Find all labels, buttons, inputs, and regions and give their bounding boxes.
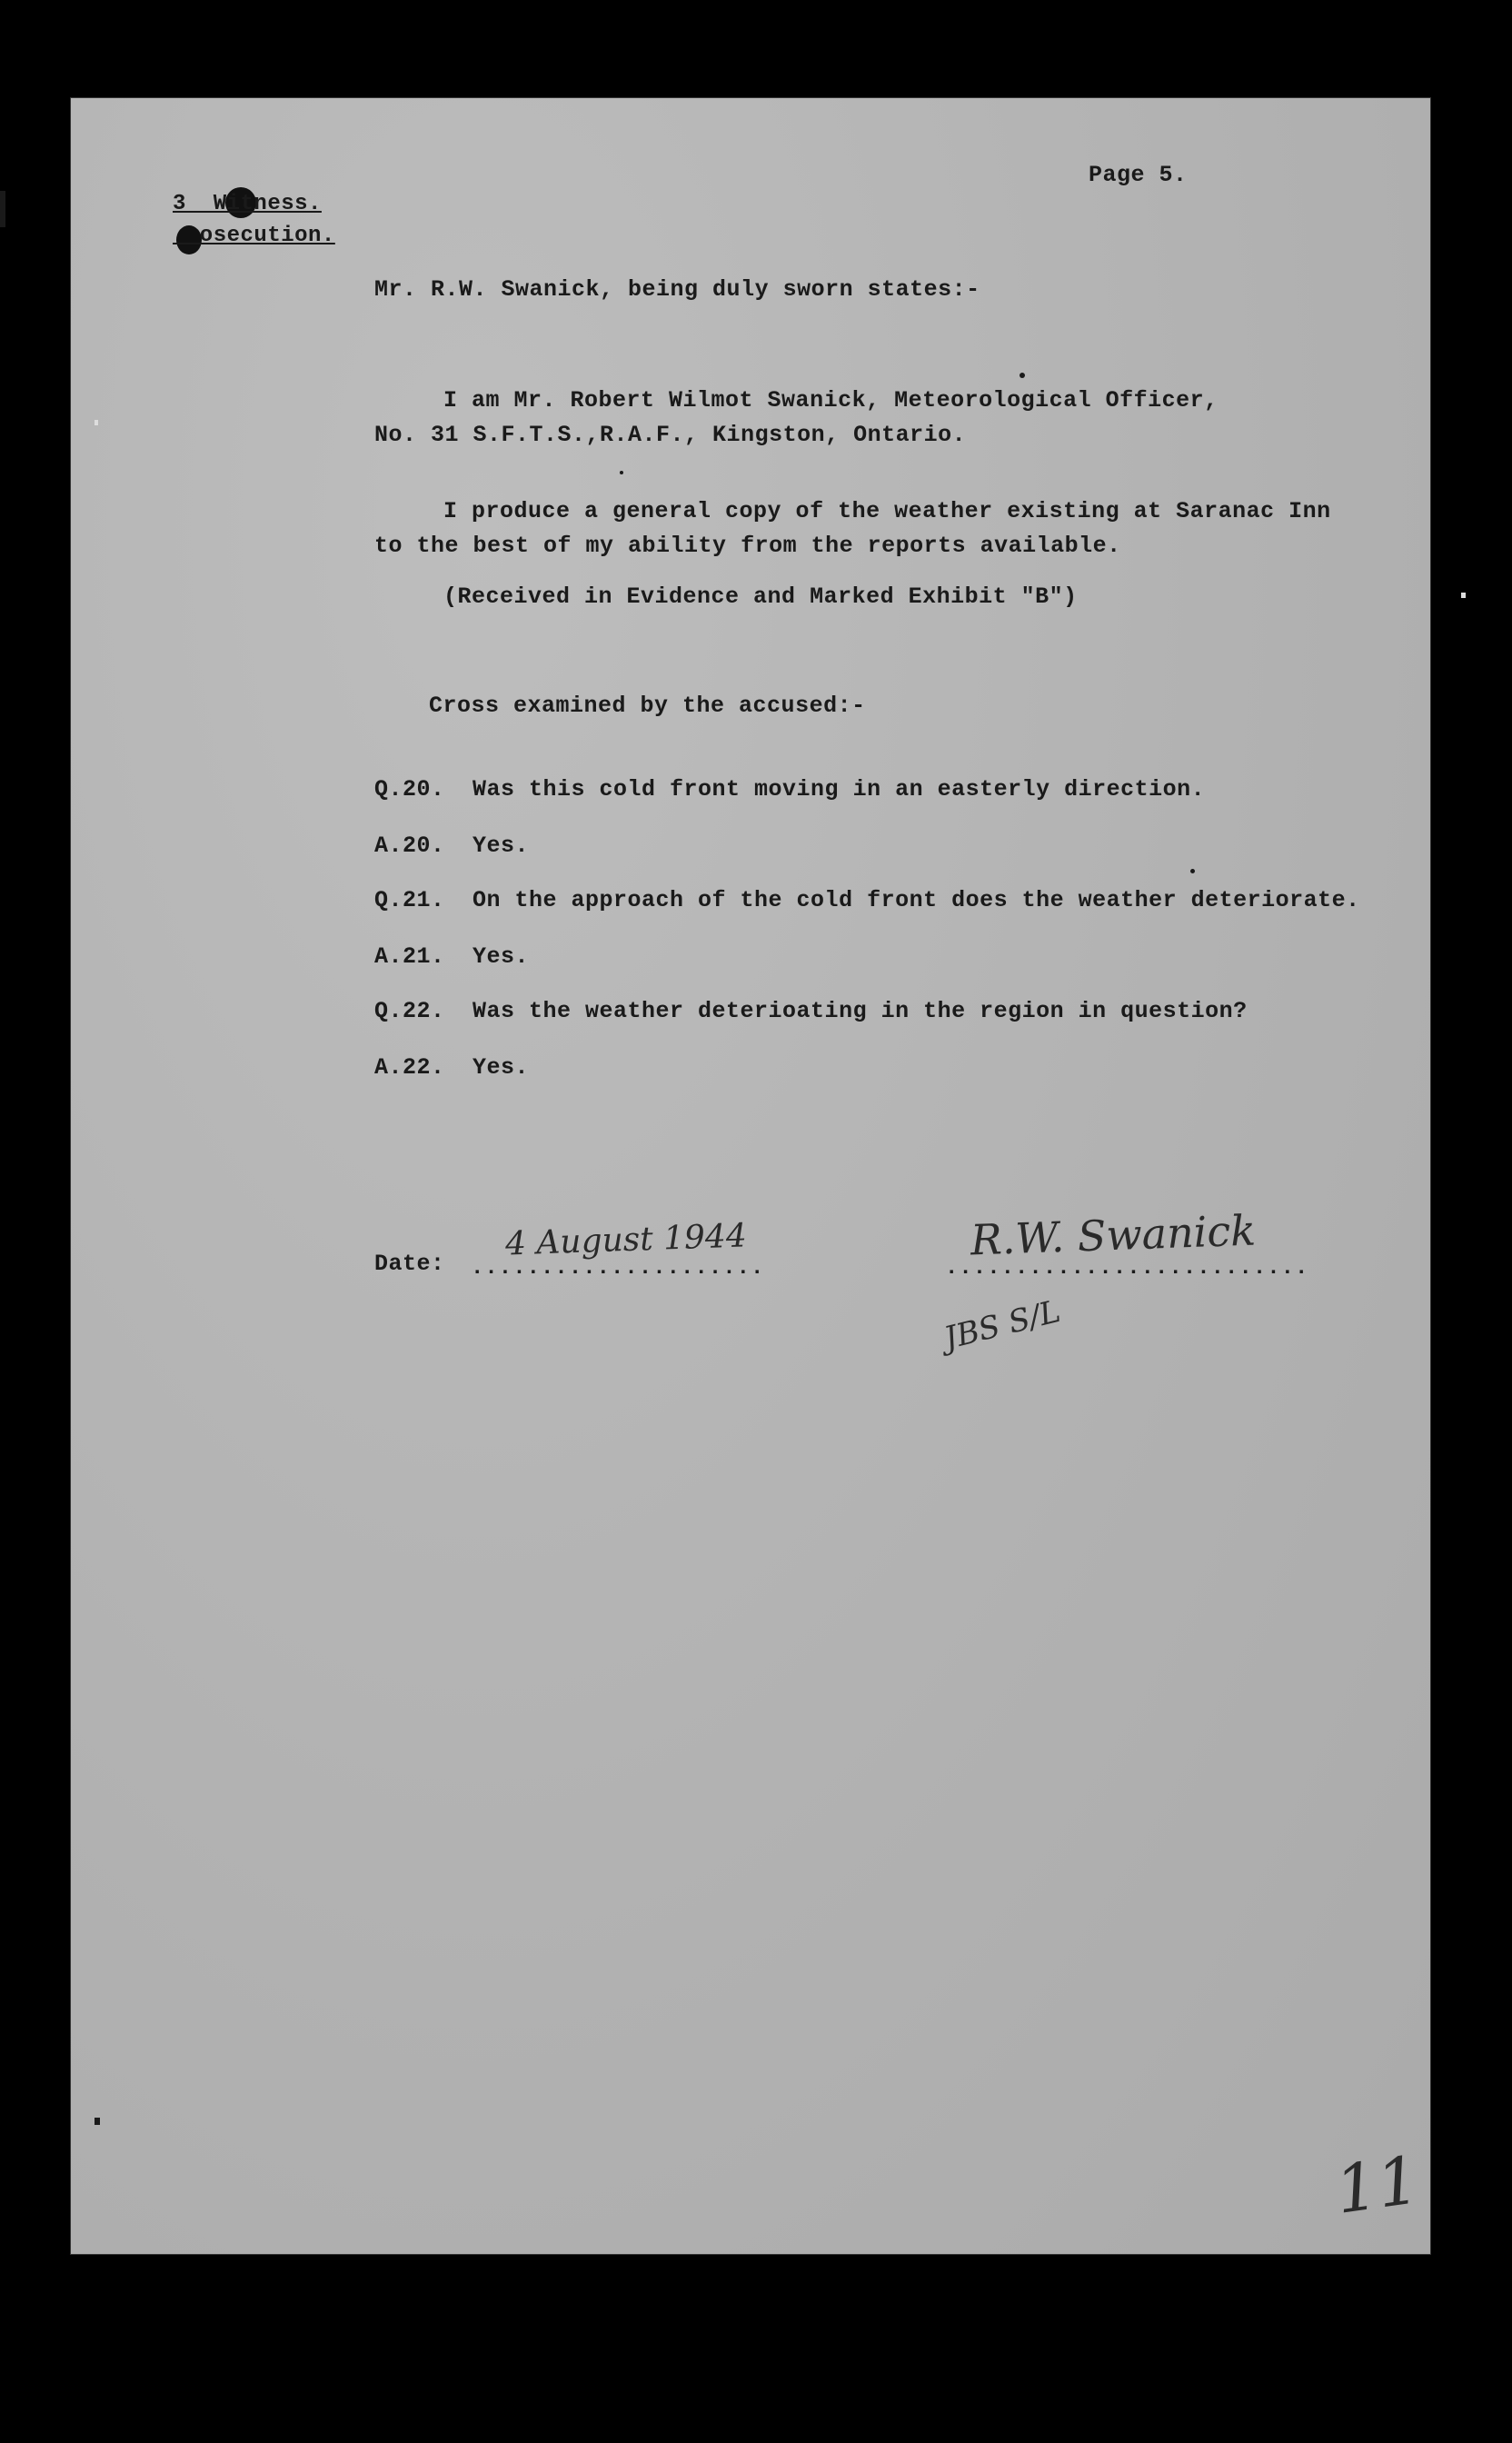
qa-text: Yes. xyxy=(472,833,530,859)
speck xyxy=(1190,869,1195,873)
produce-line-1: I produce a general copy of the weather existing at Saranac Inn xyxy=(443,498,1331,524)
qa-label: A.20. xyxy=(374,833,445,859)
speck xyxy=(620,471,623,474)
margin-prosecution-label: osecution. xyxy=(173,224,335,248)
qa-text: On the approach of the cold front does the weather deteriorate. xyxy=(472,887,1360,913)
date-label: Date: xyxy=(374,1251,445,1277)
signature-handwritten: R.W. Swanick xyxy=(970,1205,1257,1265)
qa-label: A.21. xyxy=(374,943,445,970)
qa-label: Q.22. xyxy=(374,998,445,1024)
signature-dotted-line: .......................... xyxy=(945,1256,1309,1281)
cross-exam-heading: Cross examined by the accused:- xyxy=(429,693,866,719)
intro-line: Mr. R.W. Swanick, being duly sworn states:- xyxy=(374,276,980,303)
page-number: Page 5. xyxy=(1089,162,1188,188)
qa-label: A.22. xyxy=(374,1054,445,1081)
statement-line-2: No. 31 S.F.T.S.,R.A.F., Kingston, Ontario. xyxy=(374,422,967,448)
qa-text: Was the weather deterioating in the region in question? xyxy=(472,998,1248,1024)
qa-label: Q.21. xyxy=(374,887,445,913)
margin-witness-label: 3 Witness. xyxy=(173,192,322,216)
produce-line-2: to the best of my ability from the reports available. xyxy=(374,533,1121,559)
qa-text: Was this cold front moving in an easterly direction. xyxy=(472,776,1206,803)
scan-edge-mark xyxy=(1461,593,1466,598)
exhibit-note: (Received in Evidence and Marked Exhibit "B") xyxy=(443,583,1078,610)
speck xyxy=(94,2118,100,2125)
document-page xyxy=(71,98,1430,2254)
scan-edge-mark xyxy=(94,420,98,425)
date-dotted-line: ..................... xyxy=(471,1256,765,1281)
qa-text: Yes. xyxy=(472,943,530,970)
qa-text: Yes. xyxy=(472,1054,530,1081)
date-handwritten: 4 August 1944 xyxy=(504,1217,748,1263)
initials-handwritten: JBS S/L xyxy=(940,1292,1064,1358)
qa-label: Q.20. xyxy=(374,776,445,803)
scan-edge-mark xyxy=(0,191,5,227)
folio-number: 11 xyxy=(1330,2141,1425,2229)
speck xyxy=(1020,373,1025,378)
statement-line-1: I am Mr. Robert Wilmot Swanick, Meteorological Officer, xyxy=(443,387,1219,414)
